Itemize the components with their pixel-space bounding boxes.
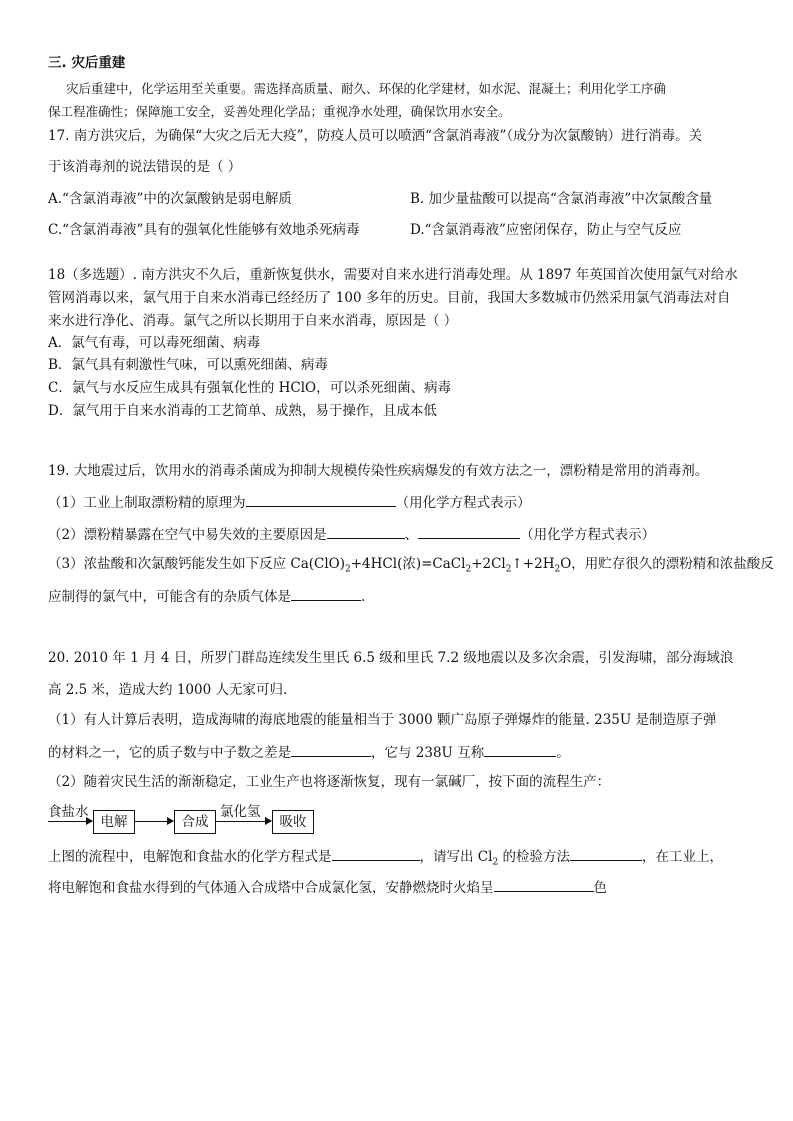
q19-part-3-end: . xyxy=(361,589,366,605)
q19-part-2-sep: 、 xyxy=(404,527,419,543)
subscript: 2 xyxy=(345,564,351,575)
flow-step-absorption: 吸收 xyxy=(272,810,314,834)
q19-part-3-text-c: +2Cl xyxy=(471,556,506,572)
q18-stem: 18（多选题）. 南方洪灾不久后，重新恢复供水，需要对自来水进行消毒处理。从 1897 年英国首次使用氯气对给水 xyxy=(48,267,738,283)
process-flow-diagram xyxy=(48,800,368,840)
q20-part-1-end: 。 xyxy=(556,745,570,761)
q17-option-a: A.“含氯消毒液”中的次氯酸钠是弱电解质 xyxy=(48,191,292,207)
q19-part-3-text-f: 应制得的氯气中，可能含有的杂质气体是 xyxy=(48,589,291,605)
q20-part-2-text-e: 将电解饱和食盐水得到的气体通入合成塔中合成氯化氢，安静燃烧时火焰呈 xyxy=(48,880,494,896)
q18-option-c: C．氯气与水反应生成具有强氧化性的 HClO，可以杀死细菌、病毒 xyxy=(48,380,452,396)
q19-part-1-hint: （用化学方程式表示） xyxy=(395,495,531,511)
q19-part-2-hint: （用化学方程式表示） xyxy=(520,527,656,543)
q20-part-2-text-d: ，在工业上， xyxy=(641,849,723,865)
answer-blank[interactable] xyxy=(484,742,556,757)
section-intro: 灾后重建中，化学运用至关重要。需选择高质量、耐久、环保的化学建材，如水泥、混凝土；利用化学工序确 xyxy=(66,81,667,96)
q18-stem-3: 来水进行净化、消毒。氯气之所以长期用于自来水消毒，原因是（ ） xyxy=(48,313,458,329)
flow-mid-label: 氯化氢 xyxy=(220,804,261,820)
flow-input-label: 食盐水 xyxy=(48,804,89,820)
q19-part-1 xyxy=(48,492,531,512)
answer-blank[interactable] xyxy=(332,846,420,861)
q19-part-2 xyxy=(48,524,655,544)
answer-blank[interactable] xyxy=(246,492,396,507)
subscript: 2 xyxy=(465,564,472,575)
flow-step-electrolysis: 电解 xyxy=(93,810,135,834)
answer-blank[interactable] xyxy=(494,877,594,892)
q19-part-3-text-d: ↑+2H xyxy=(511,556,555,572)
q20-part-2-text-b: ，请写出 Cl xyxy=(419,849,493,865)
answer-blank[interactable] xyxy=(418,524,520,539)
subscript: 2 xyxy=(492,857,499,868)
q17-option-b: B. 加少量盐酸可以提高“含氯消毒液”中次氯酸含量 xyxy=(410,191,713,207)
answer-blank[interactable] xyxy=(291,586,361,601)
q18-stem-2: 管网消毒以来，氯气用于自来水消毒已经经历了 100 多年的历史。目前，我国大多数城市仍然采用氯气消毒法对自 xyxy=(48,290,731,306)
q20-part-2-text-c: 的检验方法 xyxy=(498,849,570,865)
q20-part-2: （2）随着灾民生活的渐渐稳定，工业生产也将逐渐恢复，现有一氯碱厂，按下面的流程生产： xyxy=(48,774,611,790)
q20-part-1: （1）有人计算后表明，造成海啸的海底地震的能量相当于 3000 颗广岛原子弹爆炸的能量. 235U 是制造原子弹 xyxy=(48,712,717,728)
q19-part-2-text: （2）漂粉精暴露在空气中易失效的主要原因是 xyxy=(48,527,327,543)
q20-part-1-text-b: ，它与 238U 互称 xyxy=(371,745,485,761)
q18-option-b: B．氯气具有刺激性气味，可以熏死细菌、病毒 xyxy=(48,357,328,373)
q18-option-a: A．氯气有毒，可以毒死细菌、病毒 xyxy=(48,335,261,351)
flow-arrow xyxy=(48,821,92,822)
q18-option-d: D．氯气用于自来水消毒的工艺简单、成熟，易于操作，且成本低 xyxy=(48,403,437,419)
q17-stem-2: 于该消毒剂的说法错误的是（ ） xyxy=(48,159,242,175)
subscript: 2 xyxy=(505,564,512,575)
q19-part-3-text-e: O，用贮存很久的漂粉精和浓盐酸反 xyxy=(560,556,774,572)
flow-step-synthesis: 合成 xyxy=(174,810,216,834)
q20-part-2-end: 色 xyxy=(593,880,607,896)
section-intro-2: 保工程准确性；保障施工安全，妥善处理化学品；重视净水处理，确保饮用水安全。 xyxy=(48,104,511,119)
q20-part-2-cont xyxy=(48,846,723,872)
q19-part-3 xyxy=(48,555,774,579)
q19-stem: 19. 大地震过后，饮用水的消毒杀菌成为抑制大规模传染性疾病爆发的有效方法之一，漂粉精是常用的消毒剂。 xyxy=(48,463,709,479)
q17-stem: 17. 南方洪灾后，为确保“大灾之后无大疫”，防疫人员可以喷洒“含氯消毒液”（成分为次氯酸钠）进行消毒。关 xyxy=(48,128,703,144)
subscript: 2 xyxy=(554,564,561,575)
section-title: 三. 灾后重建 xyxy=(48,55,126,71)
q20-part-1-text: 的材料之一，它的质子数与中子数之差是 xyxy=(48,745,291,761)
q17-option-c: C.“含氯消毒液”具有的强氧化性能够有效地杀死病毒 xyxy=(48,222,360,238)
q17-option-d: D.“含氯消毒液”应密闭保存，防止与空气反应 xyxy=(410,222,682,238)
answer-blank[interactable] xyxy=(327,524,405,539)
q19-part-3-cont xyxy=(48,586,365,606)
q20-part-1-cont xyxy=(48,742,570,762)
flow-arrow xyxy=(135,821,173,822)
q19-part-1-text: （1）工业上制取漂粉精的原理为 xyxy=(48,495,246,511)
q20-stem: 20. 2010 年 1 月 4 日，所罗门群岛连续发生里氏 6.5 级和里氏 7.2 级地震以及多次余震，引发海啸，部分海域浪 xyxy=(48,650,734,666)
q19-part-3-text: （3）浓盐酸和次氯酸钙能发生如下反应 Ca(ClO) xyxy=(48,556,346,572)
q19-part-3-text-b: +4HCl(浓)=CaCl xyxy=(350,556,466,572)
flow-arrow xyxy=(216,821,271,822)
q20-part-2-text: 上图的流程中，电解饱和食盐水的化学方程式是 xyxy=(48,849,332,865)
q20-stem-2: 高 2.5 米，造成大约 1000 人无家可归. xyxy=(48,682,288,698)
answer-blank[interactable] xyxy=(570,846,642,861)
q20-part-2-cont-2 xyxy=(48,877,607,897)
answer-blank[interactable] xyxy=(291,742,371,757)
